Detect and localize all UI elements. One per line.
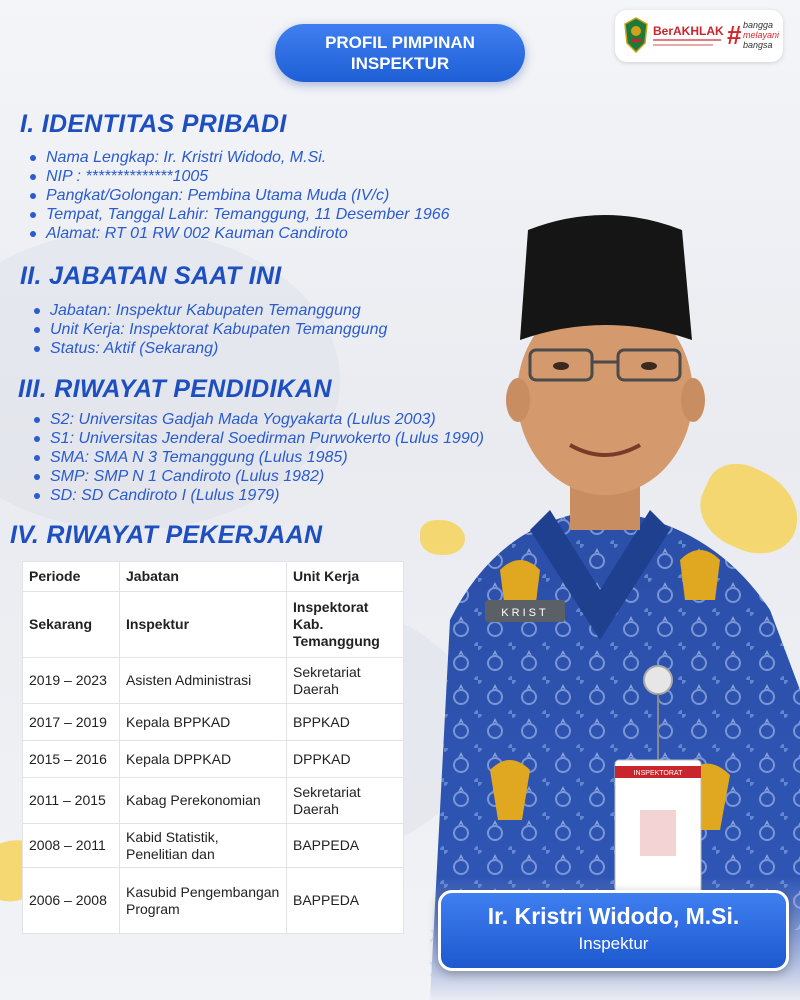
section-heading-pekerjaan: IV. RIWAYAT PEKERJAAN bbox=[10, 521, 323, 549]
list-item: SMA: SMA N 3 Temanggung (Lulus 1985) bbox=[30, 448, 484, 467]
work-history-table bbox=[22, 561, 404, 934]
regency-crest-icon bbox=[623, 17, 649, 53]
page-title bbox=[275, 24, 525, 82]
table-row bbox=[23, 778, 404, 824]
table-cell: Inspektorat Kab. Temanggung bbox=[287, 592, 404, 658]
list-item: Pangkat/Golongan: Pembina Utama Muda (IV/c) bbox=[26, 186, 450, 205]
table-cell: BPPKAD bbox=[287, 704, 404, 741]
logo-word: bangsa bbox=[743, 40, 773, 50]
table-row bbox=[23, 704, 404, 741]
bangga-melayani-logo bbox=[743, 20, 779, 50]
list-item: Alamat: RT 01 RW 002 Kauman Candiroto bbox=[26, 224, 450, 243]
logo-group bbox=[615, 10, 783, 62]
hashtag-icon: # bbox=[727, 20, 742, 50]
section-heading-identitas: I. IDENTITAS PRIBADI bbox=[20, 110, 287, 138]
table-cell: 2011 – 2015 bbox=[23, 778, 120, 824]
title-line-2: INSPEKTUR bbox=[350, 54, 450, 73]
list-item: Status: Aktif (Sekarang) bbox=[30, 339, 387, 358]
name-card bbox=[438, 890, 789, 971]
table-cell: 2015 – 2016 bbox=[23, 741, 120, 778]
table-row bbox=[23, 592, 404, 658]
table-cell: BAPPEDA bbox=[287, 824, 404, 868]
column-header: Jabatan bbox=[120, 562, 287, 592]
table-cell: Sekarang bbox=[23, 592, 120, 658]
table-cell: Kepala DPPKAD bbox=[120, 741, 287, 778]
list-item: S2: Universitas Gadjah Mada Yogyakarta (Lulus 2003) bbox=[30, 410, 484, 429]
list-item: NIP : **************1005 bbox=[26, 167, 450, 186]
list-item: SD: SD Candiroto I (Lulus 1979) bbox=[30, 486, 484, 505]
section-heading-pendidikan: III. RIWAYAT PENDIDIKAN bbox=[18, 375, 332, 403]
table-cell: Asisten Administrasi bbox=[120, 658, 287, 704]
table-row bbox=[23, 741, 404, 778]
table-cell: Sekretariat Daerah bbox=[287, 658, 404, 704]
section-heading-jabatan: II. JABATAN SAAT INI bbox=[20, 262, 282, 290]
logo-word: melayani bbox=[743, 30, 780, 40]
berakhlak-tagline bbox=[653, 44, 713, 46]
identitas-list bbox=[26, 148, 450, 243]
table-cell: Kabag Perekonomian bbox=[120, 778, 287, 824]
column-header: Unit Kerja bbox=[287, 562, 404, 592]
table-cell: 2017 – 2019 bbox=[23, 704, 120, 741]
table-cell: 2008 – 2011 bbox=[23, 824, 120, 868]
list-item: Nama Lengkap: Ir. Kristri Widodo, M.Si. bbox=[26, 148, 450, 167]
title-line-1: PROFIL PIMPINAN bbox=[325, 33, 475, 52]
list-item: Tempat, Tanggal Lahir: Temanggung, 11 Desember 1966 bbox=[26, 205, 450, 224]
table-cell: Inspektur bbox=[120, 592, 287, 658]
list-item: Unit Kerja: Inspektorat Kabupaten Temanggung bbox=[30, 320, 387, 339]
table-row bbox=[23, 658, 404, 704]
table-cell: BAPPEDA bbox=[287, 868, 404, 934]
table-cell: 2019 – 2023 bbox=[23, 658, 120, 704]
table-header-row bbox=[23, 562, 404, 592]
berakhlak-logo: BerAKHLAK bbox=[653, 24, 724, 38]
table-cell: Kabid Statistik, Penelitian dan bbox=[120, 824, 287, 868]
id-card-text: INSPEKTORAT bbox=[633, 770, 683, 777]
name-tag-text: KRIST bbox=[501, 607, 549, 619]
person-name: Ir. Kristri Widodo, M.Si. bbox=[487, 903, 740, 929]
table-cell: 2006 – 2008 bbox=[23, 868, 120, 934]
logo-word: bangga bbox=[743, 20, 774, 30]
table-row bbox=[23, 868, 404, 934]
column-header: Periode bbox=[23, 562, 120, 592]
table-cell: Sekretariat Daerah bbox=[287, 778, 404, 824]
list-item: S1: Universitas Jenderal Soedirman Purwokerto (Lulus 1990) bbox=[30, 429, 484, 448]
jabatan-list bbox=[30, 301, 387, 358]
table-cell: DPPKAD bbox=[287, 741, 404, 778]
table-cell: Kasubid Pengembangan Program bbox=[120, 868, 287, 934]
list-item: SMP: SMP N 1 Candiroto (Lulus 1982) bbox=[30, 467, 484, 486]
list-item: Jabatan: Inspektur Kabupaten Temanggung bbox=[30, 301, 387, 320]
berakhlak-tagline bbox=[653, 39, 721, 41]
person-position: Inspektur bbox=[578, 934, 649, 953]
table-cell: Kepala BPPKAD bbox=[120, 704, 287, 741]
table-row bbox=[23, 824, 404, 868]
portrait-photo bbox=[410, 170, 800, 1000]
